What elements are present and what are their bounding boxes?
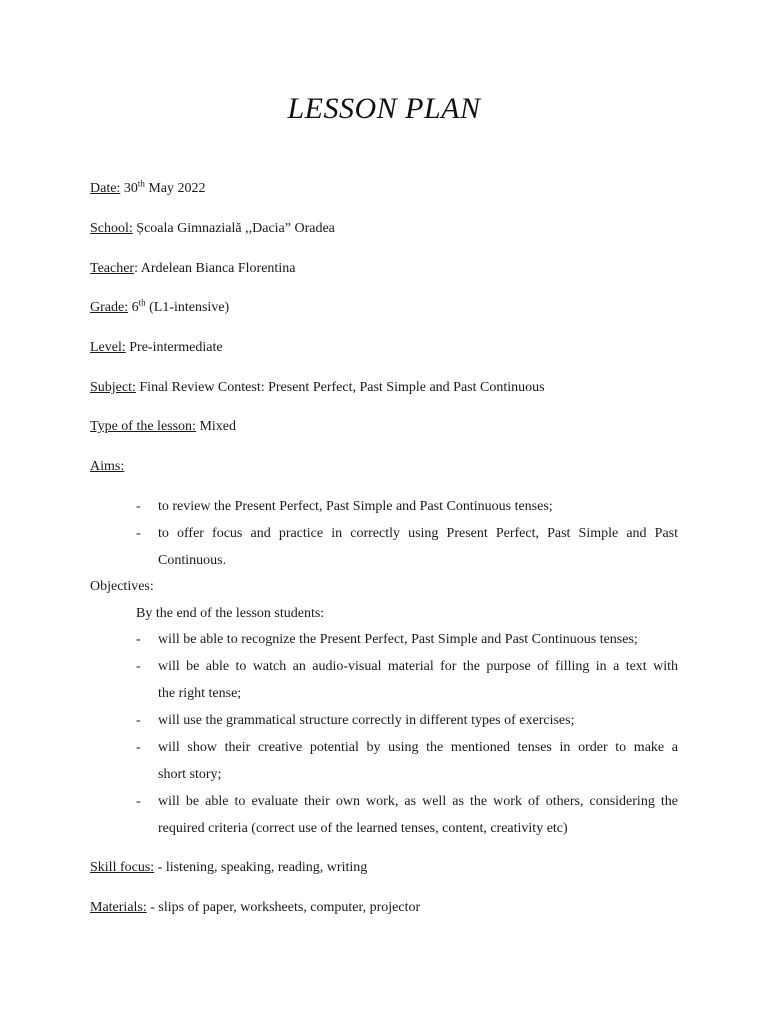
- level-label: Level:: [90, 340, 126, 355]
- objective-bullet-dash: -: [136, 659, 141, 674]
- teacher-line: [90, 261, 295, 277]
- materials-line: [90, 900, 420, 916]
- school-label: School:: [90, 221, 133, 236]
- date-line: [90, 178, 206, 197]
- objective-item-text: the right tense;: [158, 686, 242, 701]
- skill-focus-line: [90, 860, 367, 876]
- level-line: [90, 340, 223, 356]
- objective-item-text: will be able to watch an audio-visual material for the purpose of filling in a text with: [158, 659, 678, 674]
- objectives-heading: Objectives:: [90, 579, 154, 594]
- aims-bullet-dash: -: [136, 499, 141, 514]
- objective-item-text: short story;: [158, 767, 222, 782]
- objective-bullet-dash: -: [136, 740, 141, 755]
- objective-item: [158, 740, 678, 756]
- subject-value: Final Review Contest: Present Perfect, Past Simple and Past Continuous: [135, 380, 545, 395]
- objective-item-text: will be able to evaluate their own work, as well as the work of others, considering the: [158, 794, 678, 809]
- school-line: [90, 221, 335, 237]
- grade-value-number: 6: [128, 300, 139, 315]
- materials-value: - slips of paper, worksheets, computer, projector: [146, 900, 421, 915]
- lesson-type-line: [90, 419, 236, 435]
- date-superscript: th: [137, 178, 145, 189]
- document-title: LESSON PLAN: [287, 92, 481, 125]
- skill-focus-label: Skill focus:: [90, 860, 155, 875]
- objective-item: [158, 632, 678, 648]
- subject-label: Subject:: [90, 380, 136, 395]
- objective-item-continuation: [158, 767, 678, 783]
- aims-item-text: Continuous.: [158, 553, 227, 568]
- aims-item-text: to review the Present Perfect, Past Simple and Past Continuous tenses;: [158, 499, 553, 514]
- objective-bullet-dash: -: [136, 632, 141, 647]
- objective-item: [158, 659, 678, 675]
- lesson-type-label: Type of the lesson:: [90, 419, 196, 434]
- aims-bullet-dash: -: [136, 526, 141, 541]
- materials-label: Materials:: [90, 900, 147, 915]
- objectives-intro: By the end of the lesson students:: [136, 606, 325, 621]
- school-value: Școala Gimnazială ,,Dacia” Oradea: [132, 221, 335, 236]
- aims-item-text: to offer focus and practice in correctly using Present Perfect, Past Simple and Past: [158, 526, 678, 541]
- teacher-value: : Ardelean Bianca Florentina: [134, 261, 296, 276]
- objective-bullet-dash: -: [136, 794, 141, 809]
- grade-label: Grade:: [90, 300, 129, 315]
- aims-label: Aims:: [90, 459, 125, 474]
- objective-item-text: will show their creative potential by using the mentioned tenses in order to make a: [158, 740, 678, 755]
- aims-item-continuation: [158, 553, 678, 569]
- teacher-label: Teacher: [90, 261, 135, 276]
- objective-item-text: will be able to recognize the Present Perfect, Past Simple and Past Continuous tenses;: [158, 632, 638, 647]
- skill-focus-value: - listening, speaking, reading, writing: [154, 860, 368, 875]
- date-value-day: 30: [120, 181, 138, 196]
- aims-item: [158, 499, 678, 515]
- grade-line: [90, 297, 230, 316]
- date-label: Date:: [90, 181, 121, 196]
- aims-item: [158, 526, 678, 542]
- objective-item-text: required criteria (correct use of the learned tenses, content, creativity etc): [158, 821, 568, 836]
- grade-superscript: th: [138, 297, 146, 308]
- grade-value-detail: (L1-intensive): [145, 300, 230, 315]
- objective-item-continuation: [158, 686, 678, 702]
- subject-line: [90, 380, 545, 396]
- objective-item-text: will use the grammatical structure correctly in different types of exercises;: [158, 713, 575, 728]
- lesson-type-value: Mixed: [195, 419, 237, 434]
- date-value-month: May 2022: [144, 181, 206, 196]
- aims-heading: [90, 459, 124, 475]
- objective-item: [158, 794, 678, 810]
- level-value: Pre-intermediate: [125, 340, 223, 355]
- objective-bullet-dash: -: [136, 713, 141, 728]
- objective-item: [158, 713, 678, 729]
- objective-item-continuation: [158, 821, 678, 837]
